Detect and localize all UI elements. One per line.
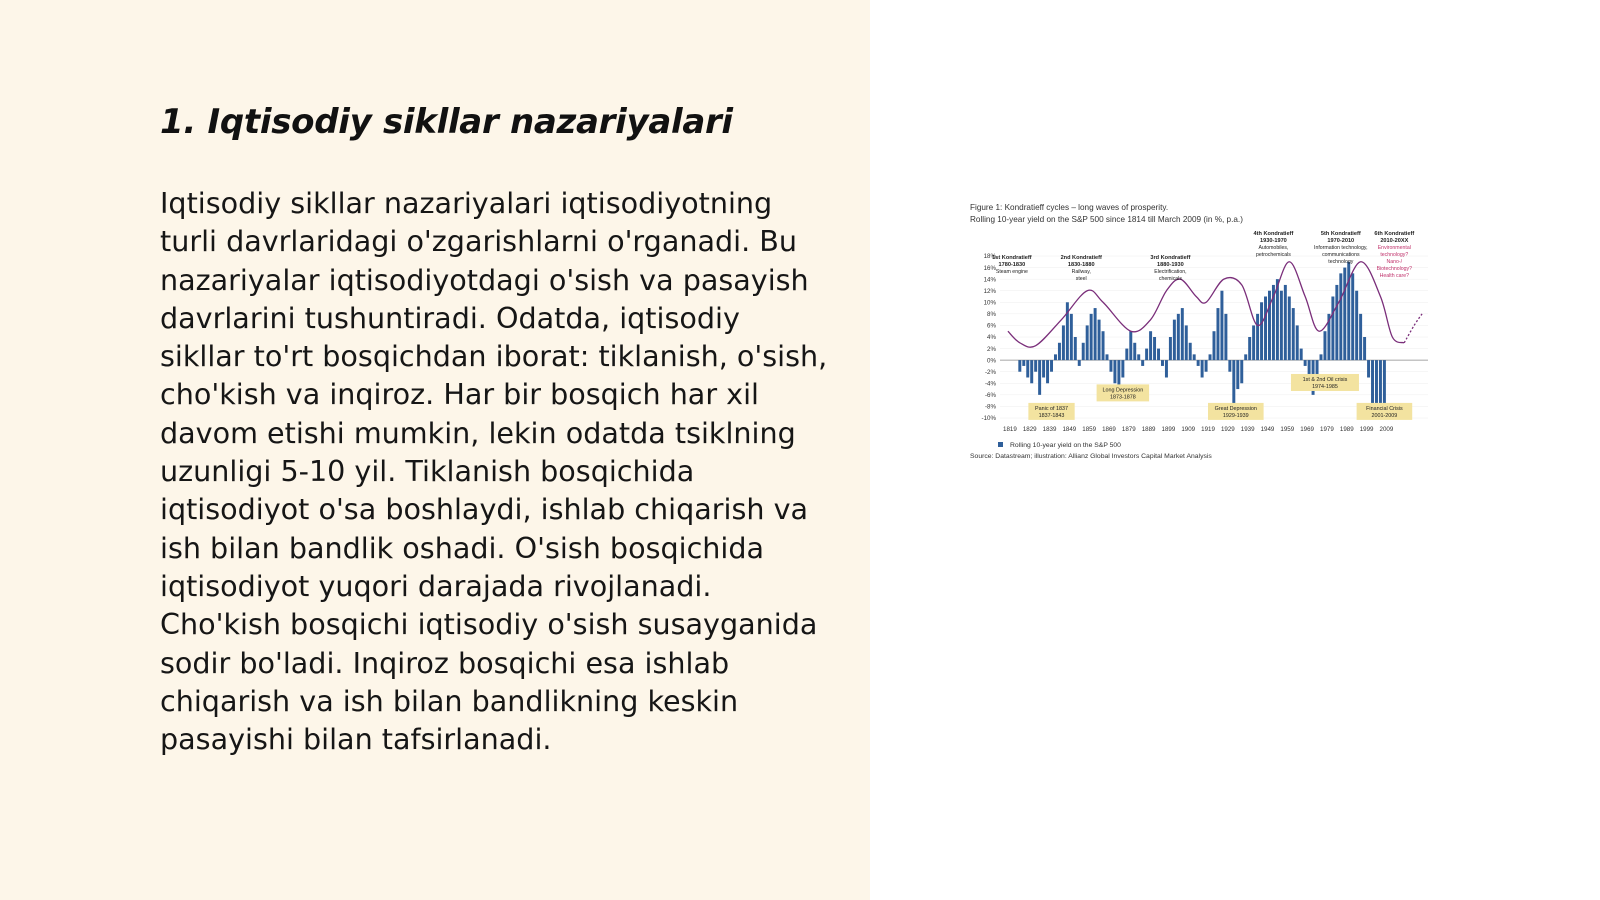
x-tick-label: 1849 bbox=[1062, 426, 1077, 433]
kondratieff-label: 1830-1880 bbox=[1067, 261, 1095, 268]
kondratieff-chart bbox=[966, 200, 1446, 472]
chart-bar bbox=[1098, 320, 1101, 361]
kondratieff-label: 4th Kondratieff bbox=[1253, 231, 1294, 238]
x-tick-label: 1919 bbox=[1201, 426, 1215, 433]
chart-bar bbox=[1343, 268, 1346, 361]
chart-bar bbox=[1220, 291, 1223, 360]
chart-bar bbox=[1106, 354, 1109, 360]
chart-bar bbox=[1228, 360, 1231, 372]
chart-bar bbox=[1034, 360, 1037, 372]
x-tick-label: 1889 bbox=[1141, 426, 1156, 433]
chart-bar bbox=[1121, 360, 1124, 377]
kondratieff-label: 6th Kondratieff bbox=[1374, 231, 1415, 238]
kondratieff-label: technology bbox=[1328, 259, 1354, 266]
chart-bar bbox=[1359, 314, 1362, 360]
x-tick-label: 1819 bbox=[1003, 426, 1017, 433]
wave-line-forecast bbox=[1404, 314, 1422, 343]
event-label: Financial Crisis bbox=[1366, 405, 1403, 412]
x-tick-label: 1829 bbox=[1022, 426, 1037, 433]
y-tick-label: 14% bbox=[983, 276, 996, 284]
x-tick-label: 1959 bbox=[1280, 426, 1295, 433]
chart-bar bbox=[1054, 354, 1057, 360]
chart-bar bbox=[1102, 331, 1105, 360]
kondratieff-label: Biotechnology? bbox=[1376, 266, 1413, 273]
chart-bar bbox=[1022, 360, 1025, 366]
event-label: 1929-1939 bbox=[1222, 412, 1249, 419]
chart-bar bbox=[1026, 360, 1029, 377]
chart-bar bbox=[1201, 360, 1204, 377]
chart-bar bbox=[1209, 354, 1212, 360]
chart-bar bbox=[1161, 360, 1164, 366]
x-tick-label: 2009 bbox=[1379, 426, 1394, 433]
kondratieff-label: 1780-1830 bbox=[998, 261, 1026, 268]
chart-bar bbox=[1264, 297, 1267, 361]
kondratieff-label: Railway, bbox=[1071, 268, 1091, 275]
y-tick-label: 6% bbox=[987, 322, 996, 330]
x-tick-label: 1899 bbox=[1161, 426, 1176, 433]
chart-bar bbox=[1169, 337, 1172, 360]
legend-label: Rolling 10-year yield on the S&P 500 bbox=[1010, 442, 1121, 449]
chart-bar bbox=[1137, 354, 1140, 360]
chart-bar bbox=[1078, 360, 1081, 366]
chart-bar bbox=[1125, 349, 1128, 361]
x-tick-label: 1939 bbox=[1240, 426, 1255, 433]
y-tick-label: -10% bbox=[981, 415, 996, 423]
kondratieff-label: 2nd Kondratieff bbox=[1060, 254, 1102, 261]
kondratieff-label: chemicals bbox=[1158, 275, 1182, 282]
chart-bar bbox=[1371, 360, 1374, 406]
chart-bar bbox=[1244, 354, 1247, 360]
y-tick-label: -6% bbox=[984, 392, 996, 400]
chart-bar bbox=[1141, 360, 1144, 366]
chart-bar bbox=[1256, 314, 1259, 360]
chart-bar bbox=[1046, 360, 1049, 383]
kondratieff-label: Steam engine bbox=[995, 268, 1028, 275]
event-label: 1873-1878 bbox=[1109, 394, 1136, 401]
chart-bar bbox=[1157, 349, 1160, 361]
x-tick-label: 1979 bbox=[1320, 426, 1334, 433]
kondratieff-label: Nano-/ bbox=[1386, 259, 1403, 266]
y-tick-label: 4% bbox=[987, 334, 996, 342]
kondratieff-label: communications bbox=[1322, 252, 1360, 259]
kondratieff-label: 2010-20XX bbox=[1380, 238, 1409, 245]
chart-bar bbox=[1145, 349, 1148, 361]
chart-bar bbox=[1082, 343, 1085, 360]
chart-bar bbox=[1296, 325, 1299, 360]
x-tick-label: 1989 bbox=[1339, 426, 1354, 433]
chart-bar bbox=[1018, 360, 1021, 372]
y-tick-label: 12% bbox=[983, 287, 996, 295]
chart-bar bbox=[1367, 360, 1370, 377]
chart-bar bbox=[1280, 291, 1283, 360]
y-tick-label: 0% bbox=[987, 357, 996, 365]
chart-bar bbox=[1216, 308, 1219, 360]
chart-bar bbox=[1109, 360, 1112, 372]
chart-bar bbox=[1323, 331, 1326, 360]
chart-bar bbox=[1094, 308, 1097, 360]
chart-bar bbox=[1224, 314, 1227, 360]
slide-title: 1. Iqtisodiy sikllar nazariyalari bbox=[160, 102, 733, 142]
kondratieff-label: Automobiles, bbox=[1258, 245, 1289, 252]
event-label: 1974-1985 bbox=[1312, 383, 1338, 390]
chart-bar bbox=[1177, 314, 1180, 360]
chart-bar bbox=[1355, 291, 1358, 360]
kondratieff-label: Electrification, bbox=[1154, 268, 1187, 275]
chart-bars bbox=[1018, 262, 1386, 418]
chart-bar bbox=[1189, 343, 1192, 360]
event-label: Panic of 1837 bbox=[1035, 405, 1069, 412]
x-tick-label: 1999 bbox=[1359, 426, 1374, 433]
kondratieff-chart-figure bbox=[966, 200, 1446, 472]
chart-bar bbox=[1292, 308, 1295, 360]
chart-bar bbox=[1129, 331, 1132, 360]
x-tick-label: 1879 bbox=[1121, 426, 1136, 433]
x-tick-label: 1859 bbox=[1082, 426, 1097, 433]
y-tick-label: 18% bbox=[983, 253, 996, 261]
chart-bar bbox=[1363, 337, 1366, 360]
event-label: 1837-1843 bbox=[1038, 412, 1065, 419]
chart-bar bbox=[1300, 349, 1303, 361]
chart-bar bbox=[1153, 337, 1156, 360]
y-tick-label: 10% bbox=[983, 299, 996, 307]
chart-bar bbox=[1042, 360, 1045, 377]
y-tick-label: -4% bbox=[984, 380, 996, 388]
chart-bar bbox=[1284, 285, 1287, 360]
x-tick-label: 1839 bbox=[1042, 426, 1057, 433]
chart-bar bbox=[1213, 331, 1216, 360]
chart-bar bbox=[1185, 325, 1188, 360]
chart-bar bbox=[1248, 337, 1251, 360]
event-label: 1st & 2nd Oil crisis bbox=[1302, 376, 1348, 383]
chart-bar bbox=[1205, 360, 1208, 372]
chart-bar bbox=[1173, 320, 1176, 361]
chart-bar bbox=[1050, 360, 1053, 372]
chart-bar bbox=[1090, 314, 1093, 360]
chart-bar bbox=[1133, 343, 1136, 360]
kondratieff-label: 3rd Kondratieff bbox=[1150, 254, 1191, 261]
chart-bar bbox=[1086, 325, 1089, 360]
chart-bar bbox=[1335, 285, 1338, 360]
y-tick-label: -8% bbox=[984, 403, 996, 411]
x-tick-label: 1969 bbox=[1300, 426, 1315, 433]
kondratieff-label: technology? bbox=[1380, 252, 1409, 259]
chart-bar bbox=[1240, 360, 1243, 383]
chart-bar bbox=[1236, 360, 1239, 389]
event-label: 2001-2009 bbox=[1371, 412, 1398, 419]
chart-bar bbox=[1193, 354, 1196, 360]
slide-body-text: Iqtisodiy sikllar nazariyalari iqtisodiyotning turli davrlaridagi o'zgarishlarni o'rganadi. Bu nazariyalar iqtisodiyotdagi o'sish va pasayish davrlarini tushuntiradi. Odatda, iqtisodiy sikllar to'rt bosqichdan iborat: tiklanish, o'sish, cho'kish va inqiroz. Har bir bosqich har xil davom etishi mumkin, lekin odatda tsiklning uzunligi 5-10 yil. Tiklanish bosqichida iqtisodiyot o'sa boshlaydi, ishlab chiqarish va ish bilan bandlik oshadi. O'sish bosqichida iqtisodiyot yuqori darajada rivojlanadi. Cho'kish bosqichi iqtisodiy o'sish susayganida sodir bo'ladi. Inqiroz bosqichi esa ishlab chiqarish va ish bilan bandlikning keskin pasayishi bilan tafsirlanadi. bbox=[160, 186, 828, 757]
event-label: Great Depression bbox=[1214, 405, 1257, 412]
chart-bar bbox=[1165, 360, 1168, 377]
chart-bar bbox=[1339, 273, 1342, 360]
chart-bar bbox=[1252, 325, 1255, 360]
chart-bar bbox=[1288, 297, 1291, 361]
chart-title: Figure 1: Kondratieff cycles – long waves of prosperity. bbox=[970, 203, 1169, 212]
chart-bar bbox=[1304, 360, 1307, 366]
kondratieff-label: Information technology, bbox=[1314, 245, 1368, 252]
x-tick-label: 1869 bbox=[1102, 426, 1116, 433]
chart-bar bbox=[1058, 343, 1061, 360]
x-tick-label: 1929 bbox=[1220, 426, 1235, 433]
kondratieff-label: 1880-1930 bbox=[1157, 261, 1184, 268]
chart-bar bbox=[1331, 297, 1334, 361]
chart-bar bbox=[1149, 331, 1152, 360]
kondratieff-label: petrochemicals bbox=[1255, 252, 1291, 259]
kondratieff-label: 1930-1970 bbox=[1260, 238, 1287, 245]
chart-bar bbox=[1181, 308, 1184, 360]
kondratieff-label: Environmental bbox=[1377, 245, 1411, 252]
chart-bar bbox=[1276, 279, 1279, 360]
legend-swatch bbox=[998, 442, 1003, 447]
event-label: Long Depression bbox=[1102, 387, 1144, 394]
chart-bar bbox=[1070, 314, 1073, 360]
chart-bar bbox=[1320, 354, 1323, 360]
kondratieff-label: Health care? bbox=[1379, 273, 1410, 280]
chart-subtitle: Rolling 10-year yield on the S&P 500 since 1814 till March 2009 (in %, p.a.) bbox=[970, 215, 1243, 224]
chart-bar bbox=[1260, 302, 1263, 360]
chart-bar bbox=[1038, 360, 1041, 395]
chart-bar bbox=[1232, 360, 1235, 406]
chart-bar bbox=[1351, 273, 1354, 360]
chart-bar bbox=[1062, 325, 1065, 360]
chart-bar bbox=[1074, 337, 1077, 360]
kondratieff-label: 5th Kondratieff bbox=[1320, 231, 1361, 238]
y-tick-label: 16% bbox=[983, 264, 996, 272]
kondratieff-label: steel bbox=[1075, 275, 1087, 282]
chart-bar bbox=[1197, 360, 1200, 366]
y-tick-label: 8% bbox=[987, 311, 996, 319]
kondratieff-label: 1970-2010 bbox=[1327, 238, 1355, 245]
chart-bar bbox=[1113, 360, 1116, 383]
chart-bar bbox=[1268, 291, 1271, 360]
y-tick-label: -2% bbox=[984, 368, 996, 376]
chart-bar bbox=[1030, 360, 1033, 383]
y-tick-label: 2% bbox=[987, 345, 996, 353]
x-tick-label: 1949 bbox=[1260, 426, 1275, 433]
chart-source: Source: Datastream; illustration: Allianz Global Investors Capital Market Analysis bbox=[970, 453, 1212, 460]
x-tick-label: 1909 bbox=[1181, 426, 1196, 433]
kondratieff-label: 1st Kondratieff bbox=[992, 254, 1032, 261]
